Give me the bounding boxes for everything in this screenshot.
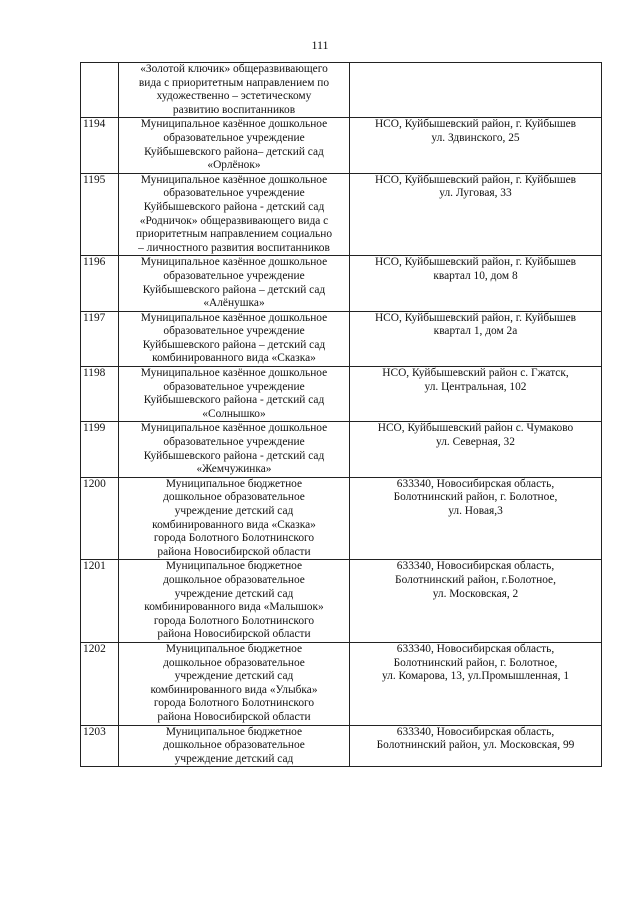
institution-name-line: Куйбышевского района - детский сад	[143, 200, 325, 213]
institution-name-line: района Новосибирской области	[157, 710, 311, 723]
institution-name-line: учреждение детский сад	[174, 752, 294, 765]
institution-name-cell	[119, 256, 350, 311]
address-line: НСО, Куйбышевский район, г. Куйбышев	[374, 311, 577, 324]
institution-name-cell	[119, 311, 350, 366]
page-number: 111	[311, 38, 329, 52]
address-cell	[350, 725, 602, 767]
address-cell	[350, 173, 602, 256]
institution-name-line: Муниципальное бюджетное	[165, 560, 303, 573]
institution-name-line: учреждение детский сад	[174, 505, 294, 517]
row-number-cell: 1195	[81, 173, 119, 256]
address-line: Болотнинский район, г. Болотное,	[393, 491, 558, 504]
address-line: ул. Комарова, 13, ул.Промышленная, 1	[381, 670, 570, 683]
address-line: НСО, Куйбышевский район с. Чумаково	[377, 422, 574, 435]
institution-name-line: образовательное учреждение	[163, 131, 305, 144]
table-row	[81, 367, 602, 422]
institution-name-line: «Родничок» общеразвивающего вида с	[139, 214, 329, 227]
institution-name-line: Куйбышевского района– детский сад	[144, 145, 324, 158]
registry-table	[80, 62, 602, 767]
institution-name-line: города Болотного Болотнинского	[153, 532, 315, 545]
institution-name-line: учреждение детский сад	[174, 670, 294, 683]
address-cell	[350, 311, 602, 366]
address-cell	[350, 118, 602, 173]
address-line: ул. Луговая, 33	[439, 187, 512, 200]
table-row	[81, 256, 602, 311]
institution-name-line: художественно – эстетическому	[156, 90, 312, 103]
address-line: ул. Московская, 2	[432, 587, 519, 600]
registry-table-body	[81, 63, 602, 767]
address-cell	[350, 477, 602, 560]
institution-name-line: образовательное учреждение	[163, 380, 305, 393]
institution-name-line: дошкольное образовательное	[163, 573, 305, 586]
institution-name-cell	[119, 560, 350, 643]
address-line: 633340, Новосибирская область,	[396, 560, 555, 573]
table-row	[81, 118, 602, 173]
institution-name-cell	[119, 642, 350, 725]
address-line: НСО, Куйбышевский район, г. Куйбышев	[374, 173, 577, 186]
institution-name-line: «Солнышко»	[202, 407, 266, 420]
institution-name-line: Муниципальное бюджетное	[165, 725, 303, 738]
institution-name-line: образовательное учреждение	[163, 325, 305, 338]
institution-name-line: вида с приоритетным направлением по	[138, 76, 330, 89]
institution-name-line: «Золотой ключик» общеразвивающего	[140, 63, 328, 75]
address-line: Болотнинский район, ул. Московская, 99	[376, 739, 575, 752]
row-number-cell	[81, 63, 119, 118]
table-row	[81, 560, 602, 643]
institution-name-cell	[119, 422, 350, 477]
table-row	[81, 63, 602, 118]
address-cell	[350, 560, 602, 643]
row-number-cell: 1194	[81, 118, 119, 173]
address-line: ул. Здвинского, 25	[431, 131, 520, 144]
address-line: 633340, Новосибирская область,	[396, 477, 555, 490]
institution-name-line: «Жемчужинка»	[196, 463, 272, 476]
address-cell	[350, 422, 602, 477]
address-cell	[350, 63, 602, 118]
institution-name-line: образовательное учреждение	[163, 269, 305, 282]
address-line: НСО, Куйбышевский район, г. Куйбышев	[374, 256, 577, 269]
institution-name-line: Куйбышевского района - детский сад	[143, 449, 325, 462]
row-number-cell: 1202	[81, 642, 119, 725]
address-line: НСО, Куйбышевский район с. Гжатск,	[382, 367, 569, 380]
institution-name-line: Муниципальное бюджетное	[165, 642, 303, 655]
institution-name-line: города Болотного Болотнинского	[153, 697, 315, 710]
row-number-cell: 1201	[81, 560, 119, 643]
institution-name-cell	[119, 477, 350, 560]
table-row	[81, 725, 602, 767]
row-number-cell: 1203	[81, 725, 119, 767]
address-line: ул. Северная, 32	[436, 436, 515, 449]
institution-name-line: учреждение детский сад	[174, 587, 294, 600]
institution-name-line: развитию воспитанников	[172, 103, 296, 116]
institution-name-cell	[119, 63, 350, 118]
address-line: Болотнинский район, г. Болотное,	[393, 656, 558, 669]
row-number-cell: 1199	[81, 422, 119, 477]
table-row	[81, 642, 602, 725]
institution-name-line: Муниципальное бюджетное	[165, 477, 303, 490]
address-line: НСО, Куйбышевский район, г. Куйбышев	[374, 118, 577, 131]
institution-name-line: Муниципальное казённое дошкольное	[140, 311, 328, 324]
institution-name-line: Муниципальное казённое дошкольное	[140, 173, 328, 186]
address-cell	[350, 256, 602, 311]
institution-name-line: района Новосибирской области	[157, 628, 311, 641]
address-line: Болотнинский район, г.Болотное,	[395, 573, 556, 586]
institution-name-line: Куйбышевского района – детский сад	[142, 283, 326, 296]
institution-name-line: дошкольное образовательное	[163, 739, 305, 752]
institution-name-line: комбинированного вида «Улыбка»	[150, 683, 318, 696]
address-line: ул. Новая,3	[448, 505, 503, 517]
institution-name-line: района Новосибирской области	[157, 545, 311, 558]
institution-name-line: Муниципальное казённое дошкольное	[140, 118, 328, 131]
institution-name-cell	[119, 173, 350, 256]
institution-name-line: Куйбышевского района - детский сад	[143, 394, 325, 407]
institution-name-cell	[119, 725, 350, 767]
institution-name-line: комбинированного вида «Сказка»	[152, 352, 316, 365]
table-row	[81, 422, 602, 477]
institution-name-line: – личностного развития воспитанников	[138, 241, 330, 254]
address-line: квартал 1, дом 2а	[433, 325, 518, 338]
row-number-cell: 1198	[81, 367, 119, 422]
institution-name-line: дошкольное образовательное	[163, 656, 305, 669]
address-cell	[350, 642, 602, 725]
address-cell	[350, 367, 602, 422]
institution-name-line: образовательное учреждение	[163, 436, 305, 449]
row-number-cell: 1200	[81, 477, 119, 560]
institution-name-cell	[119, 367, 350, 422]
table-row	[81, 173, 602, 256]
institution-name-line: дошкольное образовательное	[163, 491, 305, 504]
institution-name-line: комбинированного вида «Малышок»	[144, 601, 324, 614]
address-line: ул. Центральная, 102	[424, 380, 527, 393]
institution-name-line: Муниципальное казённое дошкольное	[140, 367, 328, 380]
institution-name-line: «Орлёнок»	[207, 159, 261, 172]
table-row	[81, 311, 602, 366]
address-line: 633340, Новосибирская область,	[396, 642, 555, 655]
address-line: квартал 10, дом 8	[433, 269, 518, 282]
row-number-cell: 1197	[81, 311, 119, 366]
institution-name-line: приоритетным направлением социально	[135, 228, 333, 241]
institution-name-line: Куйбышевского района – детский сад	[142, 338, 326, 351]
institution-name-line: Муниципальное казённое дошкольное	[140, 256, 328, 269]
institution-name-line: Муниципальное казённое дошкольное	[140, 422, 328, 435]
institution-name-cell	[119, 118, 350, 173]
institution-name-line: образовательное учреждение	[163, 187, 305, 200]
institution-name-line: «Алёнушка»	[203, 297, 265, 310]
institution-name-line: комбинированного вида «Сказка»	[152, 518, 316, 531]
institution-name-line: города Болотного Болотнинского	[153, 614, 315, 627]
table-row	[81, 477, 602, 560]
address-line: 633340, Новосибирская область,	[396, 725, 555, 738]
row-number-cell: 1196	[81, 256, 119, 311]
